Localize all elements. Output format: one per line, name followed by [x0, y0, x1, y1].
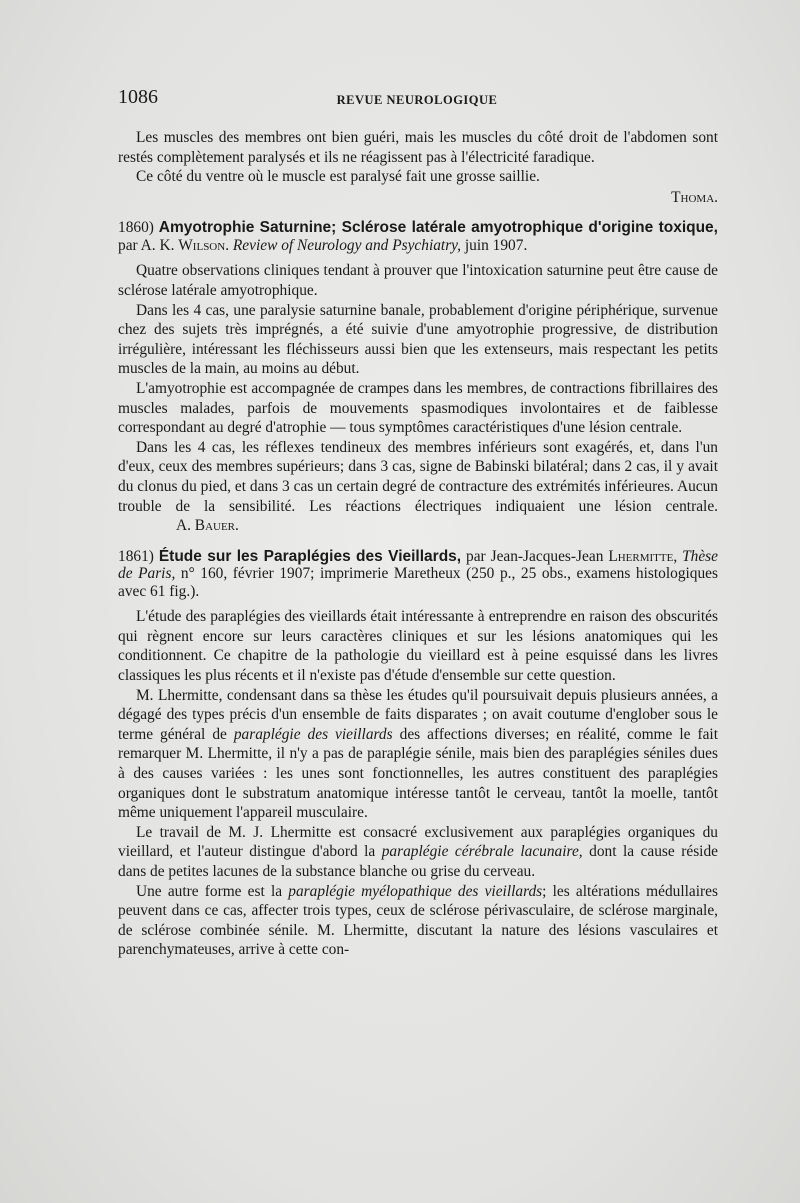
paragraph-text: Une autre forme est la	[136, 882, 283, 900]
paragraph: L'amyotrophie est accompagnée de crampes dans les membres, de contractions fibrillaires des muscles malades, parfois de mouvements spasmodiques involontaires et de faiblesse correspondant au degré d'atrophie — tous symptômes caractéristiques d'une lésion centrale.	[118, 379, 718, 437]
page-number: 1086	[118, 86, 158, 108]
paragraph-text: des affections diverses; en réalité, comme le fait remarquer M. Lhermitte, il n'y a pas de paraplégie sénile, mais bien des paraplégies séniles dues à des causes variées : les unes sont fonctionnelles, les autres constituent des paraplégies organiques dont le substratum anatomique intéresse tantôt le cerveau, tantôt la moelle, tantôt même uniquement l'appareil musculaire.	[118, 725, 718, 822]
body-text	[118, 128, 718, 960]
intro-paragraph: Les muscles des membres ont bien guéri, mais les muscles du côté droit de l'abdomen sont restés complètement paralysés et ils ne réagissent pas à l'électricité faradique.	[118, 129, 718, 166]
paragraph-text: Le travail de M. J. Lhermitte est consacré exclusivement aux paraplégies organiques du vieillard, et l'auteur distingue d'abord la	[118, 823, 718, 861]
entry-journal: Review of Neurology and Psychiatry,	[232, 236, 462, 254]
running-head: REVUE NEUROLOGIQUE	[336, 93, 498, 107]
emphasis: paraplégie cérébrale lacunaire,	[381, 843, 583, 861]
paragraph-text: M. Lhermitte, condensant dans sa thèse les études qu'il poursuivait depuis plusieurs années, a dégagé des types précis d'un ensemble de faits disparates ; on avait coutume d'englober sous le terme général de	[118, 686, 718, 743]
paragraph	[118, 686, 718, 823]
entry-author: Wilson.	[178, 236, 230, 254]
paragraph	[118, 438, 718, 536]
entry-1860-heading	[118, 219, 718, 254]
entry-number: 1861)	[118, 547, 154, 565]
emphasis: paraplégie myélopathique des vieillards	[288, 882, 543, 900]
entry-1861-heading	[118, 548, 718, 601]
intro-paragraph: Ce côté du ventre où le muscle est paralysé fait une grosse saillie.	[136, 168, 540, 186]
entry-title: Étude sur les Paraplégies des Vieillards,	[158, 547, 462, 565]
paragraph	[118, 823, 718, 882]
signature-bauer: A. Bauer.	[176, 517, 239, 535]
paragraph	[118, 882, 718, 960]
entry-title: Amyotrophie Saturnine; Sclérose latérale amyotrophique d'origine toxique,	[158, 219, 718, 237]
emphasis: paraplégie des vieillards	[233, 725, 393, 743]
paragraph: Quatre observations cliniques tendant à prouver que l'intoxication saturnine peut être cause de sclérose latérale amyotrophique.	[118, 262, 718, 299]
page-header	[118, 86, 716, 112]
entry-date: juin 1907.	[464, 236, 528, 254]
entry-details: n° 160, février 1907; imprimerie Maretheux (250 p., 25 obs., examens histologiques avec 61 fig.).	[118, 565, 718, 600]
signature-text: Thoma.	[671, 188, 718, 206]
entry-by: par Jean-Jacques-Jean	[466, 547, 604, 565]
paragraph: Dans les 4 cas, une paralysie saturnine banale, probablement d'origine périphérique, survenue chez des sujets très imprégnés, a été suivie d'une amyotrophie progressive, de distribution irrégulière, intéressant les fléchisseurs aussi bien que les extenseurs, mais respectant les petits muscles de la main, au moins au début.	[118, 301, 718, 378]
paragraph-text: ; les altérations médullaires peuvent dans ce cas, affecter trois types, ceux de sclérose périvasculaire, de sclérose marginale, de sclérose combinée sénile. M. Lhermitte, discutant la nature des lésions vasculaires et parenchymateuses, arrive à cette con-	[118, 882, 718, 959]
entry-number: 1860)	[118, 219, 154, 237]
paragraph-text: Dans les 4 cas, les réflexes tendineux des membres inférieurs sont exagérés, et, dans l'un d'eux, ceux des membres supérieurs; dans 3 cas, signe de Babinski bilatéral; dans 2 cas, il y avait du clonus du pied, et dans 3 cas un certain degré de contracture des extrémités inférieures. Aucun trouble de la sensibilité. Les réactions électriques indiquaient une lésion centrale.	[118, 438, 718, 515]
paragraph-text: dont la cause réside dans de petites lacunes de la substance blanche ou grise du cerveau.	[118, 843, 718, 880]
paragraph: L'étude des paraplégies des vieillards était intéressante à entreprendre en raison des obscurités qui règnent encore sur leurs caractères cliniques et sur les lésions anatomiques qui les conditionnent. Ce chapitre de la pathologie du vieillard est à peine esquissé dans les livres classiques les plus récents et il n'existe pas d'étude d'ensemble sur cette question.	[118, 608, 718, 684]
entry-thesis: Thèse de Paris,	[118, 547, 719, 583]
entry-by: par A. K.	[118, 236, 175, 254]
entry-author: Lhermitte,	[608, 547, 678, 565]
signature-thoma	[118, 188, 718, 208]
